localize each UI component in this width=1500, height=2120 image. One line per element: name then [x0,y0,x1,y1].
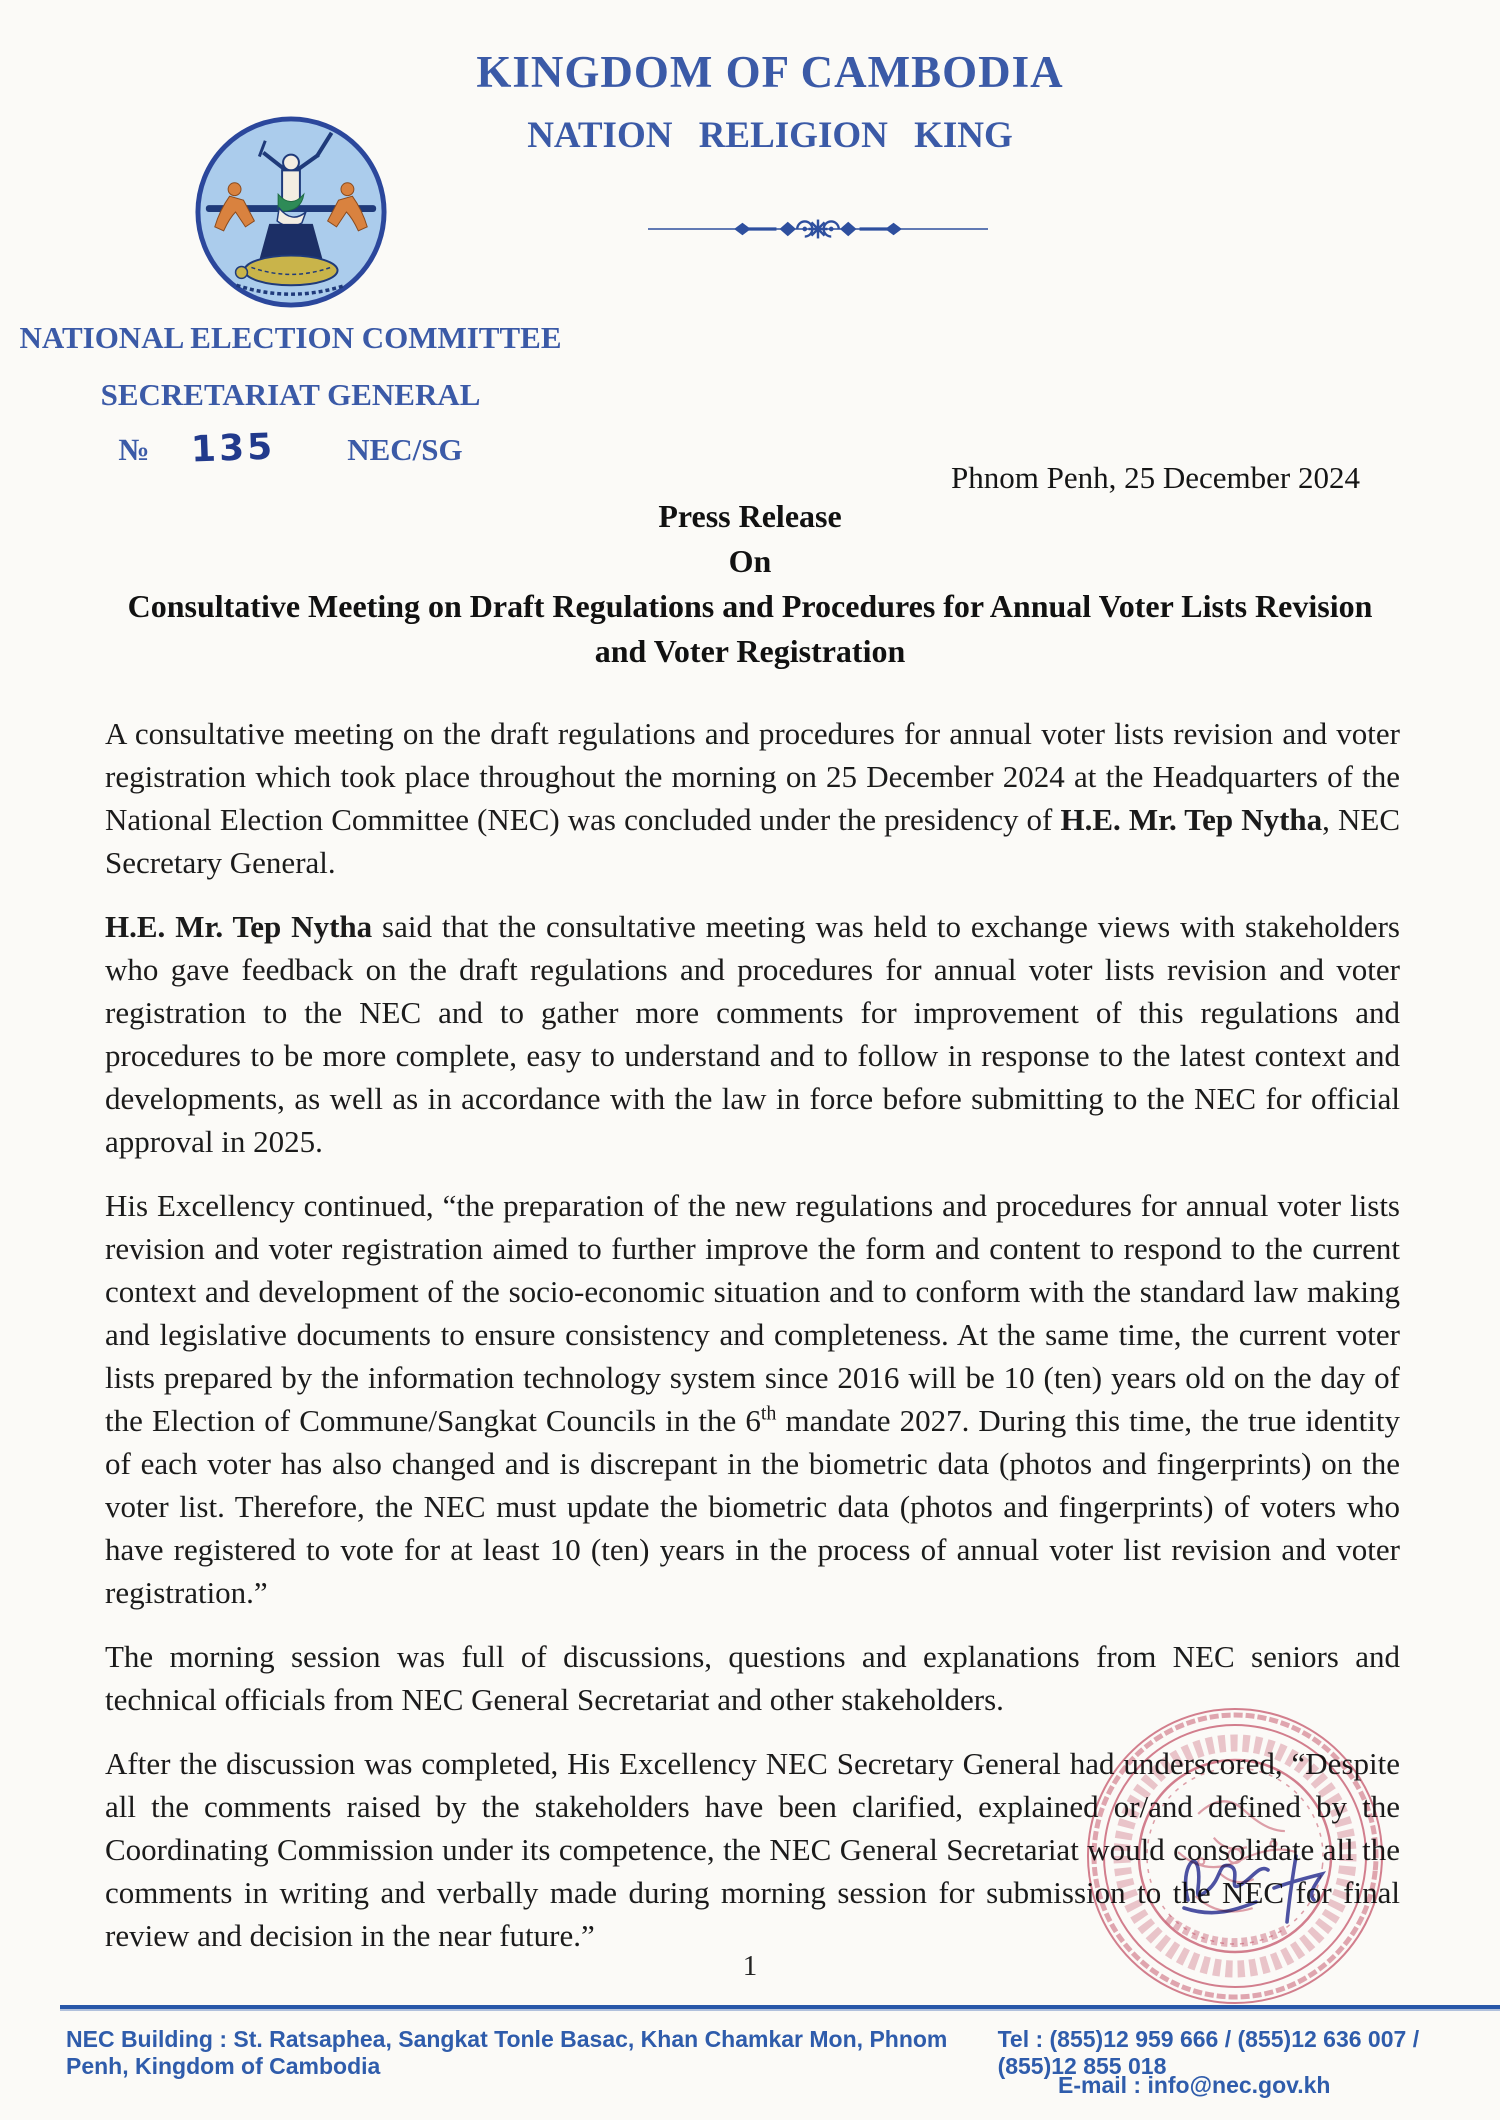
document-title [100,494,1400,674]
title-on: On [728,543,772,579]
footer-address: NEC Building : St. Ratsaphea, Sangkat Tonle Basac, Khan Chamkar Mon, Phnom Penh, Kingdom of Cambodia [66,2026,948,2079]
document-number-row [18,428,563,469]
title-press-release: Press Release [658,498,842,534]
ornament-divider-icon [648,216,988,242]
committee-name: NATIONAL ELECTION COMMITTEE [19,320,562,355]
doc-no-label: № [118,432,150,467]
paragraph: After the discussion was completed, His Excellency NEC Secretary General had underscored, “Despite all the comments raised by the stakeholders have been clarified, explained or/and defined by the Coordinating Commission under its competence, the NEC General Secretariat would consolidate all the comments in writing and verbally made during morning session for submission to the NEC for final review and decision in the near future.” [105,1746,1400,1953]
page-number: 1 [742,1950,758,1982]
paragraph: H.E. Mr. Tep Nytha said that the consultative meeting was held to exchange views with stakeholders who gave feedback on the draft regulations and procedures for annual voter lists revision and voter registration to the NEC and to gather more comments for improvement of this regulations and procedures to be more complete, easy to understand and to follow in response to the latest context and developments, as well as in accordance with the law in force before submitting to the NEC for official approval in 2025. [105,909,1400,1159]
title-subject: Consultative Meeting on Draft Regulations and Procedures for Annual Voter Lists Revision and Voter Registration [127,588,1373,669]
kingdom-title: KINGDOM OF CAMBODIA [476,47,1064,97]
secretariat-name: SECRETARIAT GENERAL [100,377,481,412]
national-motto: NATION RELIGION KING [527,115,1013,156]
paragraph: His Excellency continued, “the preparation of the new regulations and procedures for annual voter lists revision and voter registration aimed to further improve the form and content to respond to the current context and development of the socio-economic situation and to conform with the standard law making and legislative documents to ensure consistency and completeness. At the same time, the current voter lists prepared by the information technology system since 2016 will be 10 (ten) years old on the day of the Election of Commune/Sangkat Councils in the 6th mandate 2027. During this time, the true identity of each voter has also changed and is discrepant in the biometric data (photos and fingerprints) on the voter list. Therefore, the NEC must update the biometric data (photos and fingerprints) of voters who have registered to vote for at least 10 (ten) years in the process of annual voter list revision and voter registration.” [105,1188,1400,1610]
footer-email: E-mail : info@nec.gov.kh [1058,2072,1331,2098]
doc-no-suffix: NEC/SG [347,432,463,467]
footer-rule [60,2005,1500,2009]
paragraph: A consultative meeting on the draft regulations and procedures for annual voter lists revision and voter registration which took place throughout the morning on 25 December 2024 at the Headquarters of the National Election Committee (NEC) was concluded under the presidency of H.E. Mr. Tep Nytha, NEC Secretary General. [105,716,1401,880]
nec-emblem-logo [192,110,390,314]
footer-tel: Tel : (855)12 959 666 / (855)12 636 007 / (855)12 855 018 [997,2026,1420,2079]
paragraph: The morning session was full of discussions, questions and explanations from NEC seniors and technical officials from NEC General Secretariat and other stakeholders. [105,1639,1400,1717]
signature-icon [1172,1842,1347,1937]
letterhead-right [420,46,1120,157]
doc-no-handwritten: 135 [190,426,277,471]
letterhead-left [18,320,563,469]
place-date: Phnom Penh, 25 December 2024 [951,460,1360,495]
